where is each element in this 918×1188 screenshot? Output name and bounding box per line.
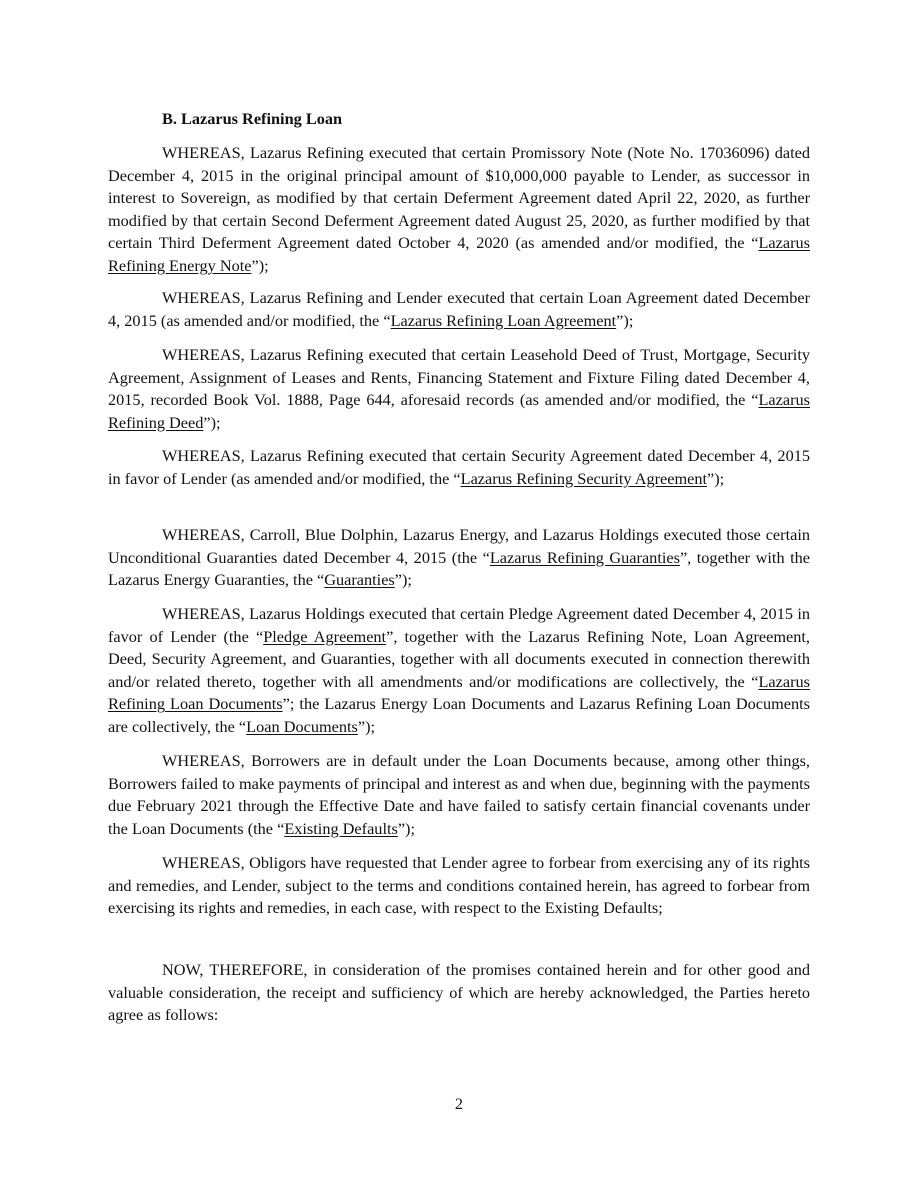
defined-term: Pledge Agreement (263, 626, 387, 646)
paragraph-text: WHEREAS, Carroll, Blue Dolphin, Lazarus Energy, and Lazarus Holdings executed those certain Unconditional Guaranties dated December 4, 2015 (the “ (108, 525, 810, 567)
paragraph-text: ”; the Lazarus Energy Loan Documents and Lazarus Refining Loan Documents are collectively, the “ (108, 694, 810, 736)
recital-pledge-agreement (108, 603, 810, 739)
paragraph-text: ”, together with the Lazarus Refining Note, Loan Agreement, Deed, Security Agreement, and Guaranties, together with all documents executed in connection therewith and/or related thereto, together with all amendments and/or modifications are collectively, the “ (108, 626, 810, 691)
paragraph-text: WHEREAS, Lazarus Refining executed that certain Leasehold Deed of Trust, Mortgage, Security Agreement, Assignment of Leases and Rents, Financing Statement and Fixture Filing dated December 4, 2015, recorded Book Vol. 1888, Page 644, aforesaid records (as amended and/or modified, the “ (108, 345, 810, 410)
paragraph-text: WHEREAS, Lazarus Refining executed that certain Promissory Note (Note No. 17036096) dated December 4, 2015 in the original principal amount of $10,000,000 payable to Lender, as successor in interest to Sovereign, as modified by that certain Deferment Agreement dated April 22, 2020, as further modified by that certain Second Deferment Agreement dated August 25, 2020, as further modified by that certain Third Deferment Agreement dated October 4, 2020 (as amended and/or modified, the “ (108, 143, 810, 253)
paragraph-text: WHEREAS, Lazarus Refining executed that certain Security Agreement dated December 4, 2015 in favor of Lender (as amended and/or modified, the “ (108, 446, 810, 488)
recital-loan-agreement (108, 287, 810, 332)
defined-term: Lazarus Refining Energy Note (108, 233, 810, 275)
defined-term: Loan Documents (246, 716, 358, 736)
paragraph-text: WHEREAS, Lazarus Holdings executed that certain Pledge Agreement dated December 4, 2015 in favor of Lender (the “ (108, 604, 810, 646)
paragraph-text: ”); (251, 255, 269, 275)
recital-guaranties (108, 524, 810, 592)
paragraph-text: ”); (203, 412, 221, 432)
section-heading: B. Lazarus Refining Loan (162, 109, 343, 128)
paragraph-text: ”); (357, 716, 376, 736)
defined-term: Lazarus Refining Loan Documents (108, 671, 810, 714)
paragraph-text: WHEREAS, Obligors have requested that Lender agree to forbear from exercising any of its rights and remedies, and Lender, subject to the terms and conditions contained herein, has agreed to forbear from exercising its rights and remedies, in each case, with respect to the Existing Defaults; (108, 853, 810, 918)
paragraph-text: WHEREAS, Borrowers are in default under the Loan Documents because, among other things, Borrowers failed to make payments of principal and interest as and when due, beginning with the payments due February 2021 through the Effective Date and have failed to satisfy certain financial covenants under the Loan Documents (the “ (108, 751, 810, 838)
defined-term: Existing Defaults (284, 818, 398, 838)
recital-existing-defaults (108, 750, 810, 840)
paragraph-text: ”); (616, 310, 634, 330)
recital-promissory-note (108, 142, 810, 278)
paragraph-text: ”); (394, 570, 412, 590)
recital-deed-of-trust (108, 344, 810, 434)
paragraph-text: ”); (707, 468, 725, 488)
defined-term: Lazarus Refining Guaranties (489, 547, 680, 567)
paragraph-text: WHEREAS, Lazarus Refining and Lender executed that certain Loan Agreement dated December 4, 2015 (as amended and/or modified, the “ (108, 288, 810, 330)
page-number: 2 (454, 1094, 464, 1113)
paragraph-text: ”); (397, 818, 415, 838)
defined-term: Lazarus Refining Deed (108, 390, 810, 432)
defined-term: Guaranties (324, 570, 395, 590)
operative-clause (108, 959, 810, 1027)
defined-term: Lazarus Refining Security Agreement (460, 468, 708, 488)
paragraph-text: NOW, THEREFORE, in consideration of the promises contained herein and for other good and valuable consideration, the receipt and sufficiency of which are hereby acknowledged, the Parties hereto agree as follows: (108, 960, 810, 1025)
recital-forbearance-request (108, 852, 810, 920)
recital-security-agreement (108, 445, 810, 490)
defined-term: Lazarus Refining Loan Agreement (390, 310, 617, 330)
paragraph-text: ”, together with the Lazarus Energy Guaranties, the “ (108, 547, 811, 590)
